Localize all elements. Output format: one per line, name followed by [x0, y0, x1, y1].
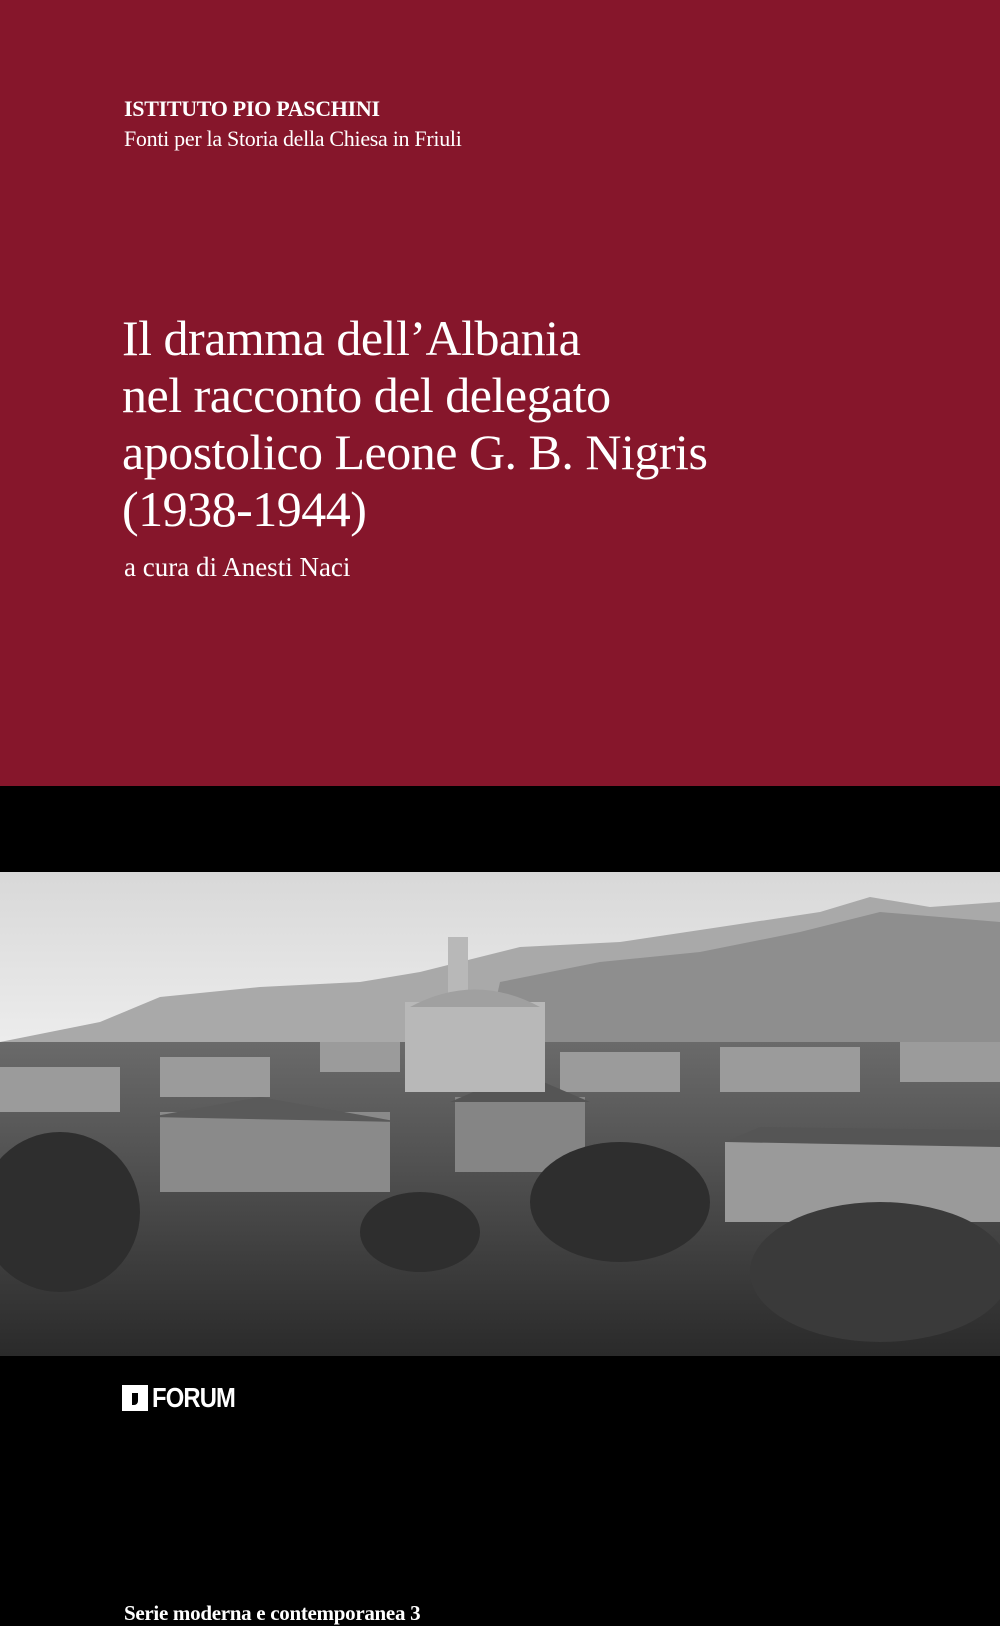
institute-name: ISTITUTO PIO PASCHINI	[124, 96, 380, 121]
forum-logo-icon	[122, 1385, 148, 1411]
town-photograph	[0, 872, 1000, 1356]
title-line: (1938-1944)	[122, 481, 367, 537]
collection-name: Fonti per la Storia della Chiesa in Friuli	[124, 126, 462, 151]
book-title	[122, 310, 707, 538]
publisher-logo	[122, 1382, 250, 1414]
title-line: Il dramma dell’Albania	[122, 310, 581, 366]
title-line: apostolico Leone G. B. Nigris	[122, 424, 708, 480]
publisher-name: FORUM	[152, 1382, 236, 1413]
cover-top-panel	[0, 0, 1000, 786]
title-line: nel racconto del delegato	[122, 367, 611, 423]
series-name: Serie moderna e contemporanea 3	[124, 1601, 421, 1625]
editor-credit: a cura di Anesti Naci	[124, 552, 351, 582]
